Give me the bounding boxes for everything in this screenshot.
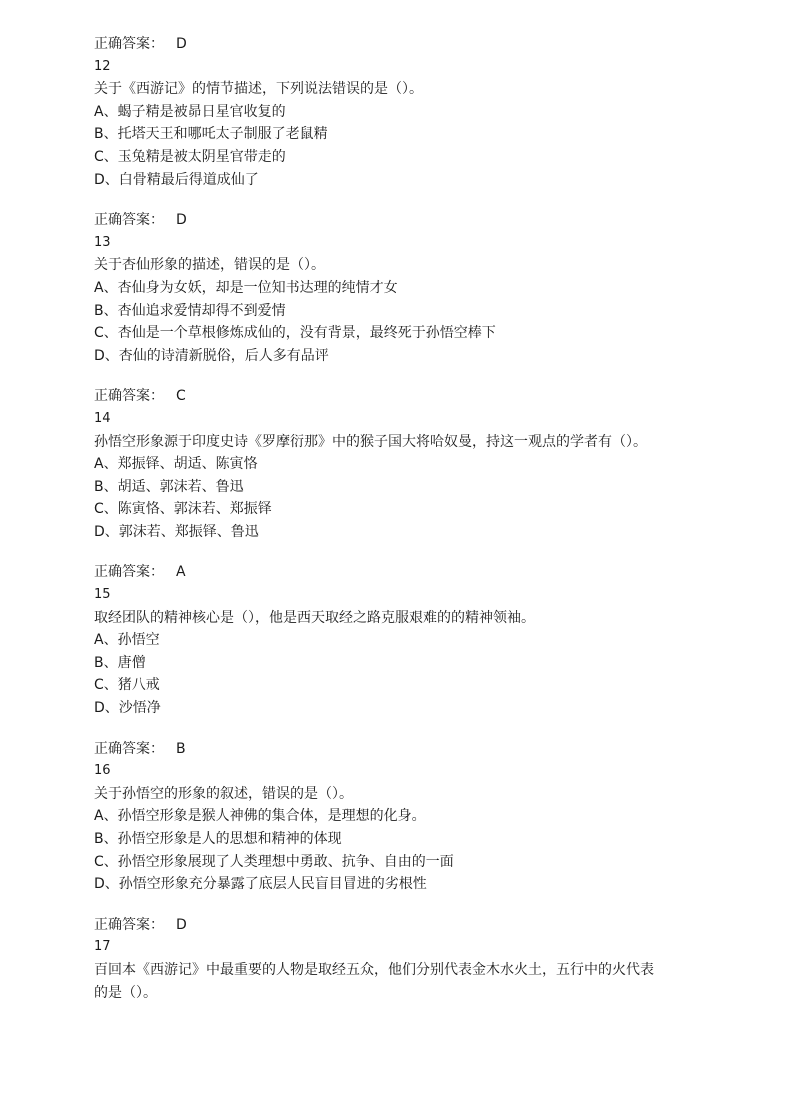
answer-label: 正确答案：: [94, 36, 164, 52]
question-stem: 取经团队的精神核心是（），他是西天取经之路克服艰难的的精神领袖。: [94, 609, 535, 626]
question-stem: 关于《西游记》的情节描述，下列说法错误的是（）。: [94, 81, 423, 98]
option-d: D、白骨精最后得道成仙了: [94, 171, 259, 188]
answer-value: D: [176, 212, 187, 229]
option-c: C、孙悟空形象展现了人类理想中勇敢、抗争、自由的一面: [94, 853, 454, 870]
answer-value: C: [176, 388, 186, 405]
answer-line: [94, 209, 734, 232]
question-stem: 关于杏仙形象的描述，错误的是（）。: [94, 257, 325, 274]
question-number: 15: [94, 587, 111, 603]
option-b: B、胡适、郭沫若、鲁迅: [94, 478, 244, 495]
option-a: A、孙悟空形象是猴人神佛的集合体，是理想的化身。: [94, 808, 426, 825]
option-c: C、玉兔精是被太阴星官带走的: [94, 148, 286, 165]
answer-label: 正确答案：: [94, 916, 164, 933]
answer-label: 正确答案：: [94, 564, 164, 581]
question-stem: 关于孙悟空的形象的叙述，错误的是（）。: [94, 785, 353, 802]
answer-label: 正确答案：: [94, 388, 164, 405]
question-number: 13: [94, 234, 111, 250]
option-b: B、杏仙追求爱情却得不到爱情: [94, 302, 286, 319]
option-a: A、杏仙身为女妖，却是一位知书达理的纯情才女: [94, 279, 398, 296]
option-c: C、陈寅恪、郭沫若、郑振铎: [94, 501, 272, 518]
question-number: 12: [94, 58, 111, 74]
option-a: A、孙悟空: [94, 632, 160, 649]
answer-value: D: [176, 36, 187, 52]
option-b: B、唐僧: [94, 654, 146, 671]
question-number: 17: [94, 939, 111, 955]
answer-label: 正确答案：: [94, 740, 164, 757]
option-b: B、孙悟空形象是人的思想和精神的体现: [94, 831, 342, 847]
answer-line: [94, 738, 734, 761]
document-page: [94, 33, 734, 1004]
option-d: D、杏仙的诗清新脱俗，后人多有品评: [94, 347, 329, 364]
question-stem: 孙悟空形象源于印度史诗《罗摩衍那》中的猴子国大将哈奴曼，持这一观点的学者有（）。: [94, 433, 647, 450]
option-c: C、杏仙是一个草根修炼成仙的，没有背景，最终死于孙悟空棒下: [94, 325, 496, 342]
answer-line: [94, 914, 734, 937]
option-a: A、郑振铎、胡适、陈寅恪: [94, 456, 258, 473]
option-d: D、沙悟净: [94, 700, 161, 717]
option-a: A、蝎子精是被昴日星官收复的: [94, 103, 286, 120]
answer-value: D: [176, 916, 187, 933]
question-stem-line-2: 的是（）。: [94, 984, 157, 1001]
option-c: C、猪八戒: [94, 677, 160, 694]
option-b: B、托塔天王和哪吒太子制服了老鼠精: [94, 126, 328, 143]
question-stem-line-1: 百回本《西游记》中最重要的人物是取经五众，他们分别代表金木水火土，五行中的火代表: [94, 961, 654, 978]
answer-label: 正确答案：: [94, 212, 164, 229]
question-number: 16: [94, 763, 111, 779]
answer-line: [94, 33, 734, 56]
option-d: D、孙悟空形象充分暴露了底层人民盲目冒进的劣根性: [94, 876, 427, 893]
answer-value: A: [176, 564, 186, 581]
answer-line: [94, 385, 734, 408]
answer-line: [94, 561, 734, 584]
option-d: D、郭沫若、郑振铎、鲁迅: [94, 523, 259, 540]
answer-value: B: [176, 740, 186, 757]
question-number: 14: [94, 410, 111, 426]
